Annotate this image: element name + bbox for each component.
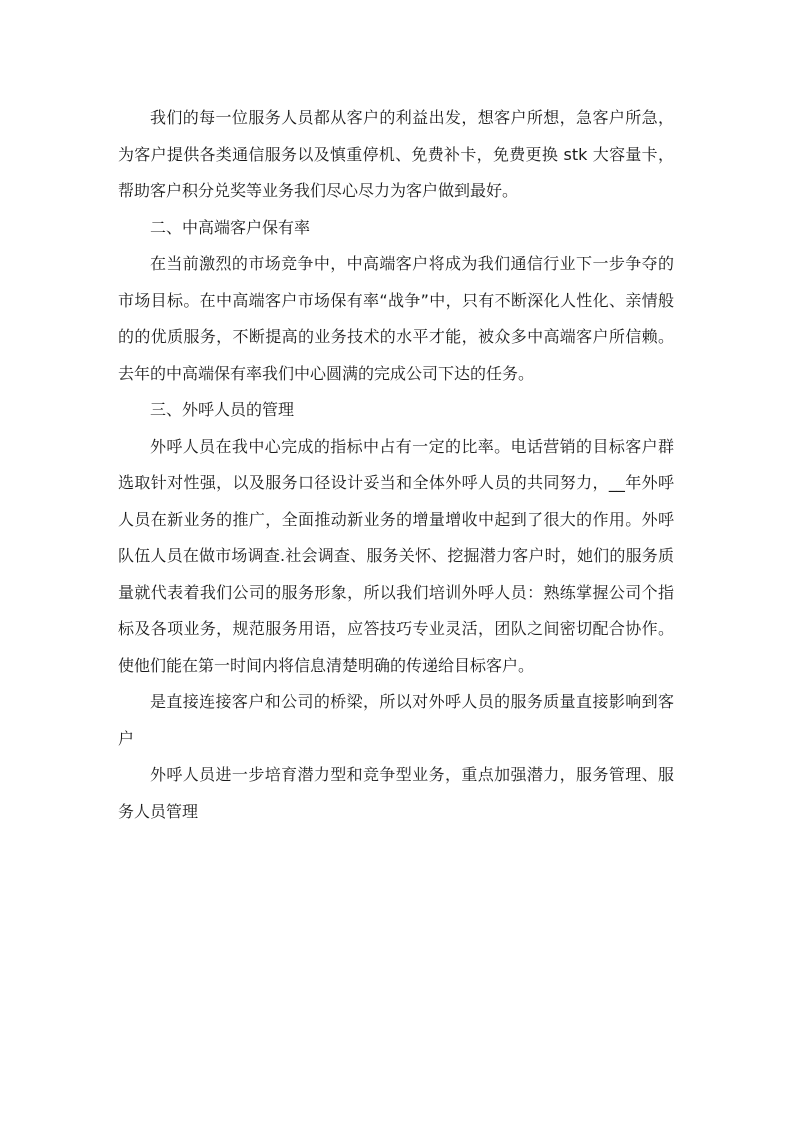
paragraph-bridge: 是直接连接客户和公司的桥梁，所以对外呼人员的服务质量直接影响到客户 (118, 692, 674, 748)
paragraph-customer-service: 我们的每一位服务人员都从客户的利益出发，想客户所想，急客户所急，为客户提供各类通信服务以及慎重停机、免费补卡，免费更换 stk 大容量卡，帮助客户积分兑奖等业务我们尽心尽力为客户做到最好。 (118, 108, 674, 200)
paragraph-outbound-development: 外呼人员进一步培育潜力型和竞争型业务，重点加强潜力，服务管理、服务人员管理 (118, 765, 674, 821)
section-heading-outbound-staff: 三、外呼人员的管理 (150, 400, 295, 419)
paragraph-high-end-retention: 在当前激烈的市场竞争中，中高端客户将成为我们通信行业下一步争夺的市场目标。在中高端客户市场保有率“战争”中，只有不断深化人性化、亲情般的的优质服务，不断提高的业务技术的水平才能，被众多中高端客户所信赖。去年的中高端保有率我们中心圆满的完成公司下达的任务。 (118, 254, 674, 383)
section-heading-high-end-retention: 二、中高端客户保有率 (150, 217, 311, 237)
paragraph-outbound-staff: 外呼人员在我中心完成的指标中占有一定的比率。电话营销的目标客户群选取针对性强，以及服务口径设计妥当和全体外呼人员的共同努力，__年外呼人员在新业务的推广，全面推动新业务的增量增收中起到了很大的作用。外呼队伍人员在做市场调查.社会调查、服务关怀、挖掘潜力客户时，她们的服务质量就代表着我们公司的服务形象，所以我们培训外呼人员：熟练掌握公司个指标及各项业务，规范服务用语，应答技巧专业灵活，团队之间密切配合协作。使他们能在第一时间内将信息清楚明确的传递给目标客户。 (118, 436, 674, 675)
document-body (118, 100, 674, 830)
